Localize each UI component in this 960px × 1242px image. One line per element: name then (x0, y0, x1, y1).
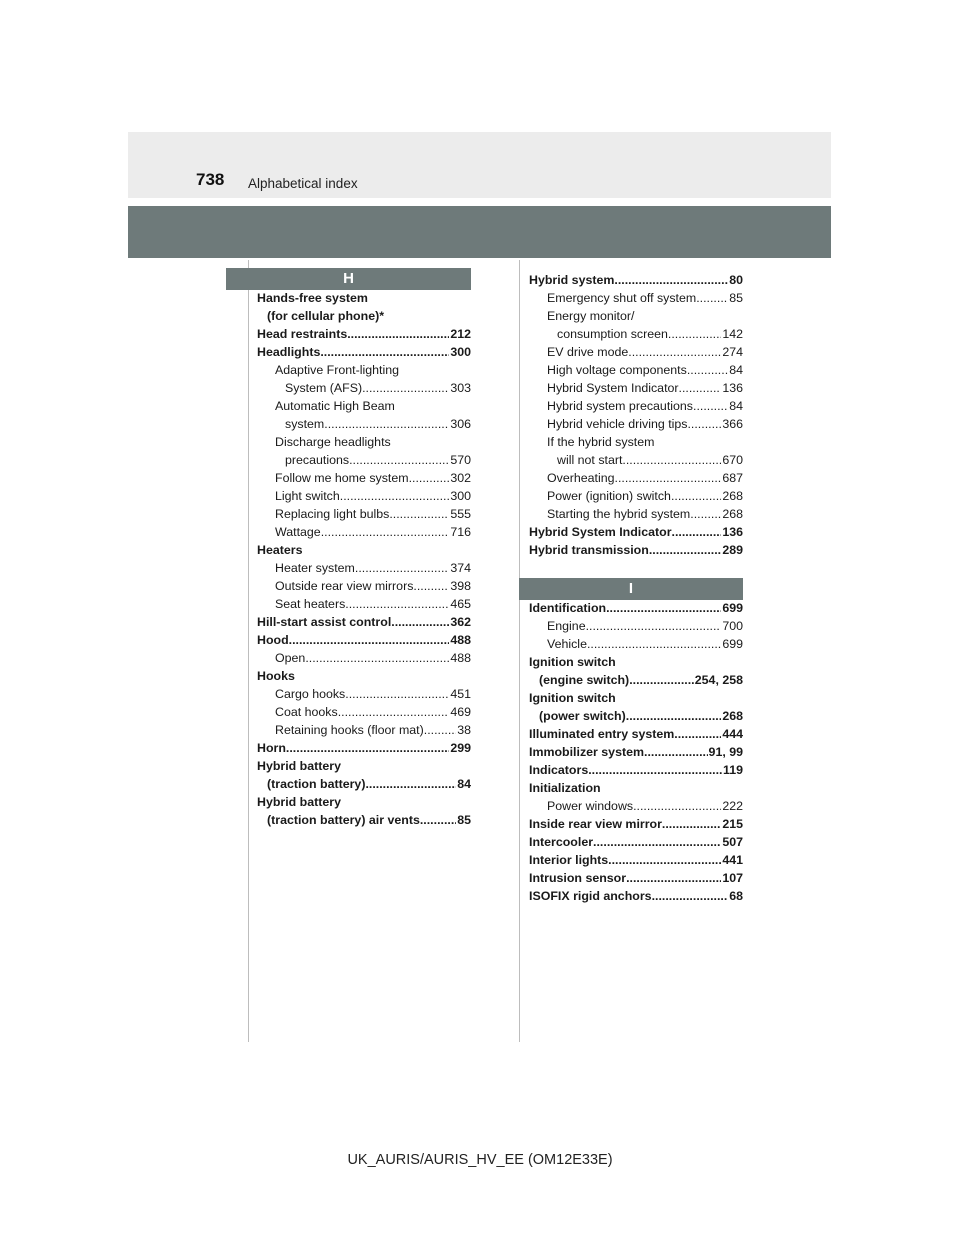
index-entry-text: Overheating (547, 471, 615, 485)
dot-leader (622, 451, 721, 469)
index-entry (257, 775, 471, 793)
index-entry-text: precautions (285, 453, 350, 467)
index-entry-text: Interior lights (529, 853, 609, 867)
index-entry-page: 300 (450, 489, 471, 503)
letter-heading-i: I (519, 578, 743, 600)
index-entry-text: Power (ignition) switch (547, 489, 671, 503)
index-entry-text: Hybrid System Indicator (529, 525, 672, 539)
dot-leader (338, 703, 450, 721)
index-entry-text: Head restraints (257, 327, 348, 341)
index-entry-text: Heater system (275, 561, 355, 575)
index-entry-page: 300 (450, 345, 471, 359)
dot-leader (679, 379, 722, 397)
dot-leader (662, 815, 721, 833)
index-entry-text: Hybrid System Indicator (547, 381, 679, 395)
dot-leader (420, 811, 456, 829)
index-entry (529, 469, 743, 487)
index-entry (257, 433, 471, 451)
dot-leader (687, 361, 728, 379)
index-entry-page: 465 (450, 597, 471, 611)
index-entry (257, 325, 471, 343)
index-entry-text: Wattage (275, 525, 321, 539)
index-entry-page: 119 (723, 763, 743, 777)
index-entry (529, 815, 743, 833)
index-entry-text: Hybrid system (529, 273, 615, 287)
page-number: 738 (196, 170, 225, 189)
index-entry (529, 635, 743, 653)
dot-leader (614, 271, 728, 289)
index-entry (529, 379, 743, 397)
index-entry-text: Intrusion sensor (529, 871, 627, 885)
index-entry-page: 444 (722, 727, 743, 741)
index-entry-page: 107 (722, 871, 743, 885)
index-entry-text: Hybrid transmission (529, 543, 649, 557)
index-entry-page: 699 (722, 601, 743, 615)
dot-leader (588, 761, 722, 779)
index-entry-page: 716 (450, 525, 471, 539)
index-entry (529, 487, 743, 505)
index-entry (529, 505, 743, 523)
index-column-right-h (529, 271, 743, 559)
index-entry-text: Ignition switch (529, 655, 616, 669)
index-entry (257, 757, 471, 775)
index-entry (529, 415, 743, 433)
index-entry (257, 685, 471, 703)
index-entry-text: Vehicle (547, 637, 587, 651)
index-entry-text: Initialization (529, 781, 601, 795)
dot-leader (652, 887, 729, 905)
index-entry-text: Energy monitor/ (547, 309, 635, 323)
index-entry-text: Replacing light bulbs (275, 507, 390, 521)
index-entry-text: Emergency shut off system (547, 291, 697, 305)
index-entry-page: 215 (722, 817, 743, 831)
index-entry-page: 488 (450, 633, 471, 647)
index-entry (257, 649, 471, 667)
index-entry-text: Hybrid battery (257, 759, 341, 773)
index-entry (257, 487, 471, 505)
header-band (128, 132, 831, 198)
index-entry-text: High voltage components (547, 363, 687, 377)
dot-leader (696, 289, 728, 307)
index-entry-text: Automatic High Beam (275, 399, 395, 413)
index-entry-page: 289 (722, 543, 743, 557)
index-entry-text: Heaters (257, 543, 303, 557)
index-entry-text: Seat heaters (275, 597, 346, 611)
index-entry-page: 299 (450, 741, 471, 755)
index-entry-page: 570 (450, 453, 471, 467)
index-entry-text: Hood (257, 633, 289, 647)
dot-leader (626, 869, 721, 887)
index-entry-page: 374 (450, 561, 471, 575)
index-entry-text: Hybrid vehicle driving tips (547, 417, 688, 431)
index-entry (529, 671, 743, 689)
index-entry-page: 84 (729, 399, 743, 413)
index-entry-page: 687 (722, 471, 743, 485)
dot-leader (424, 721, 456, 739)
index-entry-text: Starting the hybrid system (547, 507, 691, 521)
dot-leader (340, 487, 450, 505)
index-entry-text: EV drive mode (547, 345, 629, 359)
index-entry (257, 595, 471, 613)
index-entry-text: Light switch (275, 489, 340, 503)
index-entry (529, 707, 743, 725)
dot-leader (362, 379, 449, 397)
index-entry-page: 451 (450, 687, 471, 701)
index-entry-text: consumption screen (557, 327, 668, 341)
index-entry-text: Discharge headlights (275, 435, 391, 449)
index-entry-text: Adaptive Front-lighting (275, 363, 399, 377)
dot-leader (320, 343, 449, 361)
index-entry (529, 361, 743, 379)
index-entry (529, 307, 743, 325)
index-entry-page: 38 (457, 723, 471, 737)
dot-leader (321, 523, 450, 541)
dot-leader (347, 325, 449, 343)
index-entry (529, 433, 743, 451)
index-entry-page: 488 (450, 651, 471, 665)
index-entry (257, 667, 471, 685)
index-entry-text: system (285, 417, 325, 431)
section-title: Alphabetical index (248, 176, 358, 191)
index-entry-text: Retaining hooks (floor mat) (275, 723, 424, 737)
index-entry-page: 268 (722, 507, 743, 521)
index-entry-text: Indicators (529, 763, 589, 777)
dot-leader (672, 523, 722, 541)
index-entry-text: Hill-start assist control (257, 615, 392, 629)
index-entry-page: 254, 258 (694, 673, 743, 687)
index-entry (529, 451, 743, 469)
dot-leader (593, 833, 721, 851)
dot-leader (674, 725, 721, 743)
index-entry (257, 361, 471, 379)
index-entry-text: Hybrid system precautions (547, 399, 693, 413)
index-entry-page: 700 (722, 619, 743, 633)
index-entry (257, 379, 471, 397)
index-entry (529, 851, 743, 869)
index-entry-page: 80 (729, 273, 743, 287)
dot-leader (629, 671, 694, 689)
dot-leader (608, 851, 721, 869)
index-entry-page: 136 (722, 381, 743, 395)
dot-leader (615, 469, 722, 487)
index-entry (529, 743, 743, 761)
index-entry (257, 343, 471, 361)
index-entry (257, 307, 471, 325)
dot-leader (349, 451, 449, 469)
index-entry (257, 397, 471, 415)
index-entry (257, 613, 471, 631)
index-entry-text: System (AFS) (285, 381, 363, 395)
dot-leader (409, 469, 450, 487)
dot-leader (690, 505, 721, 523)
index-entry-page: 212 (450, 327, 471, 341)
index-column-right-i (529, 599, 743, 905)
index-entry-page: 85 (729, 291, 743, 305)
index-entry-page: 268 (722, 709, 743, 723)
index-entry-page: 303 (450, 381, 471, 395)
dot-leader (586, 617, 722, 635)
dot-leader (687, 415, 721, 433)
dot-leader (633, 797, 721, 815)
index-entry-text: Headlights (257, 345, 321, 359)
chapter-band (128, 206, 831, 258)
index-entry-page: 507 (722, 835, 743, 849)
dot-leader (649, 541, 722, 559)
index-entry (529, 523, 743, 541)
index-entry-page: 366 (722, 417, 743, 431)
dot-leader (644, 743, 708, 761)
index-entry-text: will not start (557, 453, 623, 467)
index-entry-page: 398 (450, 579, 471, 593)
index-entry (529, 653, 743, 671)
index-entry (529, 797, 743, 815)
dot-leader (324, 415, 449, 433)
index-entry-text: Open (275, 651, 306, 665)
index-entry-text: Ignition switch (529, 691, 616, 705)
index-entry (529, 887, 743, 905)
index-entry-page: 222 (722, 799, 743, 813)
dot-leader (365, 775, 456, 793)
index-entry (257, 523, 471, 541)
index-entry-page: 136 (722, 525, 743, 539)
index-entry (529, 271, 743, 289)
index-entry (529, 541, 743, 559)
index-entry (257, 739, 471, 757)
document-footer: UK_AURIS/AURIS_HV_EE (OM12E33E) (347, 1152, 613, 1168)
index-entry (257, 505, 471, 523)
index-entry (257, 289, 471, 307)
index-entry-text: (traction battery) air vents (267, 813, 420, 827)
index-entry (257, 415, 471, 433)
index-entry-text: Inside rear view mirror (529, 817, 662, 831)
index-entry-text: Illuminated entry system (529, 727, 675, 741)
index-entry (529, 325, 743, 343)
index-entry (257, 577, 471, 595)
index-entry-text: Cargo hooks (275, 687, 346, 701)
index-entry-page: 555 (450, 507, 471, 521)
index-entry-page: 670 (722, 453, 743, 467)
index-entry-text: Hybrid battery (257, 795, 341, 809)
index-entry (529, 689, 743, 707)
index-entry-text: Power windows (547, 799, 634, 813)
index-entry-text: Engine (547, 619, 586, 633)
index-entry-text: Intercooler (529, 835, 594, 849)
index-entry (529, 599, 743, 617)
index-entry-text: (for cellular phone)* (267, 309, 385, 323)
index-entry-page: 362 (450, 615, 471, 629)
index-entry-page: 268 (722, 489, 743, 503)
index-entry-page: 68 (729, 889, 743, 903)
index-entry (529, 761, 743, 779)
index-entry-text: ISOFIX rigid anchors (529, 889, 652, 903)
index-column-left (257, 289, 471, 829)
index-entry-text: Hands-free system (257, 291, 368, 305)
dot-leader (345, 685, 449, 703)
index-entry (257, 721, 471, 739)
index-entry-text: (engine switch) (539, 673, 630, 687)
dot-leader (606, 599, 721, 617)
index-entry-text: Horn (257, 741, 286, 755)
index-entry (257, 559, 471, 577)
index-entry (529, 869, 743, 887)
index-entry (529, 779, 743, 797)
index-entry (257, 631, 471, 649)
dot-leader (389, 505, 449, 523)
dot-leader (286, 739, 449, 757)
index-entry-page: 84 (457, 777, 471, 791)
index-entry (257, 451, 471, 469)
index-entry-text: Outside rear view mirrors (275, 579, 414, 593)
index-entry (257, 703, 471, 721)
index-entry (529, 833, 743, 851)
index-entry-text: Coat hooks (275, 705, 338, 719)
dot-leader (305, 649, 449, 667)
dot-leader (587, 635, 721, 653)
index-entry-page: 469 (450, 705, 471, 719)
index-entry (257, 469, 471, 487)
index-entry-text: Hooks (257, 669, 295, 683)
index-entry-page: 274 (722, 345, 743, 359)
index-entry-text: If the hybrid system (547, 435, 655, 449)
index-entry-text: (power switch) (539, 709, 626, 723)
dot-leader (671, 487, 721, 505)
dot-leader (628, 343, 721, 361)
index-entry-text: Immobilizer system (529, 745, 645, 759)
dot-leader (345, 595, 449, 613)
dot-leader (355, 559, 449, 577)
index-entry-text: Identification (529, 601, 607, 615)
dot-leader (626, 707, 722, 725)
index-entry (529, 617, 743, 635)
index-entry (257, 793, 471, 811)
letter-heading-h: H (226, 268, 471, 290)
index-entry-page: 441 (722, 853, 743, 867)
index-entry-page: 85 (457, 813, 471, 827)
dot-leader (289, 631, 450, 649)
left-divider (248, 260, 249, 1042)
dot-leader (413, 577, 449, 595)
index-entry (257, 811, 471, 829)
index-entry-page: 302 (450, 471, 471, 485)
index-entry-page: 699 (722, 637, 743, 651)
index-entry (529, 397, 743, 415)
index-entry (529, 725, 743, 743)
index-entry-text: (traction battery) (267, 777, 366, 791)
index-entry (257, 541, 471, 559)
index-entry (529, 343, 743, 361)
index-entry-page: 306 (450, 417, 471, 431)
index-entry-page: 91, 99 (708, 745, 743, 759)
dot-leader (693, 397, 728, 415)
index-entry-page: 84 (729, 363, 743, 377)
index-entry (529, 289, 743, 307)
index-entry-text: Follow me home system (275, 471, 409, 485)
index-entry-page: 142 (722, 327, 743, 341)
center-divider (519, 260, 520, 1042)
dot-leader (668, 325, 721, 343)
dot-leader (391, 613, 449, 631)
